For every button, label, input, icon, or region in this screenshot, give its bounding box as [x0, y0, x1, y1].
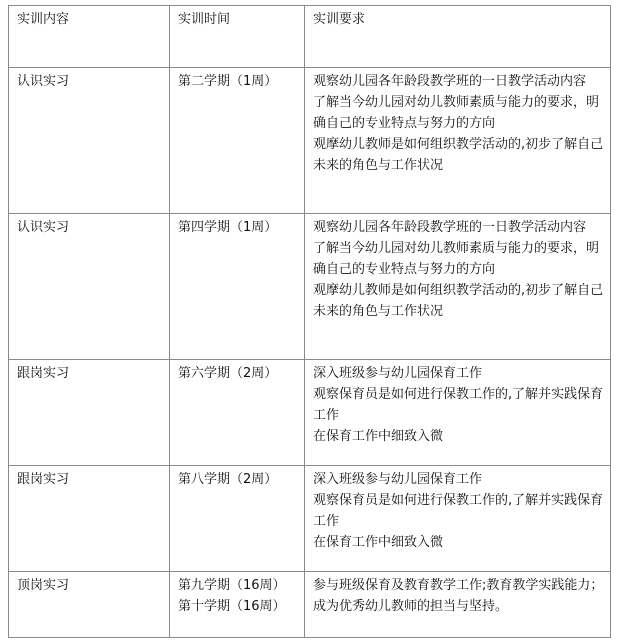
- requirement-line: 观察幼儿园各年龄段教学班的一日教学活动内容: [313, 220, 587, 235]
- content-text: 跟岗实习: [17, 472, 70, 487]
- content-text: 认识实习: [17, 220, 70, 235]
- time-cell: [170, 360, 305, 466]
- time-cell: [170, 214, 305, 360]
- requirement-line: 深入班级参与幼儿园保育工作: [313, 472, 483, 487]
- time-text: 第十学期（16周）: [178, 599, 286, 614]
- time-cell: [170, 68, 305, 214]
- header-cell-requirement: [305, 6, 611, 68]
- header-cell-time: [170, 6, 305, 68]
- content-cell: [9, 360, 170, 466]
- header-requirement-label: 实训要求: [313, 12, 366, 27]
- requirement-line: 在保育工作中细致入微: [313, 429, 444, 444]
- table-row: [9, 466, 611, 572]
- time-text: 第九学期（16周）: [178, 578, 286, 593]
- requirement-line: 观察保育员是如何进行保教工作的,了解并实践保育工作: [313, 387, 604, 423]
- requirement-cell: [305, 572, 611, 638]
- time-text: 第四学期（1周）: [178, 220, 278, 235]
- content-text: 跟岗实习: [17, 366, 70, 381]
- header-time-label: 实训时间: [178, 12, 231, 27]
- requirement-line: 深入班级参与幼儿园保育工作: [313, 366, 483, 381]
- requirement-cell: [305, 68, 611, 214]
- content-text: 顶岗实习: [17, 578, 70, 593]
- requirement-line: 观摩幼儿教师是如何组织教学活动的,初步了解自己未来的角色与工作状况: [313, 283, 604, 319]
- time-text: 第八学期（2周）: [178, 472, 278, 487]
- requirement-cell: [305, 214, 611, 360]
- content-cell: [9, 68, 170, 214]
- requirement-line: 观摩幼儿教师是如何组织教学活动的,初步了解自己未来的角色与工作状况: [313, 137, 604, 173]
- table-row: [9, 214, 611, 360]
- time-text: 第二学期（1周）: [178, 74, 278, 89]
- requirement-line: 了解当今幼儿园对幼儿教师素质与能力的要求，明确自己的专业特点与努力的方向: [313, 241, 600, 277]
- time-cell: [170, 572, 305, 638]
- header-row: [9, 6, 611, 68]
- time-cell: [170, 466, 305, 572]
- table-row: [9, 68, 611, 214]
- requirement-line: 在保育工作中细致入微: [313, 535, 444, 550]
- training-plan-table: [8, 5, 611, 638]
- requirement-line: 参与班级保育及教育教学工作;教育教学实践能力；成为优秀幼儿教师的担当与坚持。: [313, 578, 604, 614]
- requirement-cell: [305, 360, 611, 466]
- requirement-line: 观察保育员是如何进行保教工作的,了解并实践保育工作: [313, 493, 604, 529]
- header-content-label: 实训内容: [17, 12, 70, 27]
- content-cell: [9, 572, 170, 638]
- content-text: 认识实习: [17, 74, 70, 89]
- requirement-cell: [305, 466, 611, 572]
- table-row: [9, 572, 611, 638]
- content-cell: [9, 214, 170, 360]
- header-cell-content: [9, 6, 170, 68]
- table-row: [9, 360, 611, 466]
- time-text: 第六学期（2周）: [178, 366, 278, 381]
- content-cell: [9, 466, 170, 572]
- requirement-line: 观察幼儿园各年龄段教学班的一日教学活动内容: [313, 74, 587, 89]
- requirement-line: 了解当今幼儿园对幼儿教师素质与能力的要求，明确自己的专业特点与努力的方向: [313, 95, 600, 131]
